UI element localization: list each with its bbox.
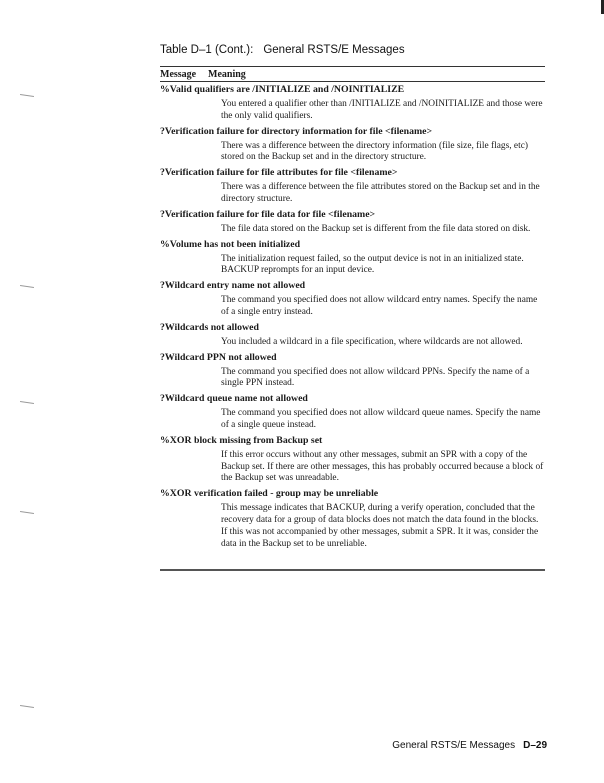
table-row [160,126,550,165]
table-row [160,167,550,206]
table-row [160,435,550,485]
message-text: ?Verification failure for directory information for file <filename> [160,125,433,137]
table-body [160,84,550,553]
margin-mark [20,94,34,97]
table-top-rule [160,66,545,67]
meaning-text: The command you specified does not allow wildcard entry names. Specify the name of a single entry instead. [221,295,538,317]
message-text: %Valid qualifiers are /INITIALIZE and /NOINITIALIZE [160,84,405,95]
table-row [160,488,550,550]
table-header-rule [160,81,545,82]
table-caption [160,44,405,56]
message-text: %XOR verification failed - group may be unreliable [160,488,379,500]
message-text: ?Wildcard queue name not allowed [160,393,308,405]
message-text: ?Wildcard entry name not allowed [160,280,306,292]
meaning-text: There was a difference between the directory information (file size, file flags, etc) stored on the Backup set and in the directory structure. [221,140,528,163]
meaning-text: If this error occurs without any other messages, submit an SPR with a copy of the Backup set. If there are other messages, this has probably occurred because a block of the Backup set was unreadable. [221,449,544,484]
message-text: ?Verification failure for file attributes for file <filename> [160,167,398,179]
table-bottom-rule [160,569,545,571]
margin-mark [20,285,34,288]
table-row [160,322,550,349]
message-text: ?Verification failure for file data for file <filename> [160,208,376,220]
message-text: %Volume has not been initialized [160,238,301,250]
meaning-text: You included a wildcard in a file specification, where wildcards are not allowed. [221,336,523,347]
table-row [160,393,550,432]
page-footer [392,740,547,751]
meaning-text: The command you specified does not allow wildcard PPNs. Specify the name of a single PPN instead. [221,366,530,389]
meaning-text: The file data stored on the Backup set is different from the file data stored on disk. [221,223,531,234]
table-row [160,239,550,278]
meaning-text: There was a difference between the file attributes stored on the Backup set and in the directory structure. [221,182,540,204]
table-row [160,280,550,319]
margin-mark [20,401,34,404]
table-row [160,352,550,391]
column-header-meaning: Meaning [208,69,246,80]
meaning-text: This message indicates that BACKUP, during a verify operation, concluded that the recovery data for a group of data blocks does not match the data found in the blocks. If this was not accompanied by other messages, submit a SPR. It it was, consider the data in the Backup set to be unreliable. [221,503,539,549]
page-number: D–29 [523,740,547,751]
margin-mark [20,705,34,708]
message-text: %XOR block missing from Backup set [160,434,323,446]
margin-mark [20,511,34,514]
meaning-text: You entered a qualifier other than /INITIALIZE and /NOINITIALIZE and those were the only valid qualifiers. [221,99,543,121]
message-text: ?Wildcards not allowed [160,321,259,333]
meaning-text: The command you specified does not allow wildcard queue names. Specify the name of a single queue instead. [221,408,541,430]
table-caption-title: General RSTS/E Messages [263,44,405,56]
meaning-text: The initialization request failed, so the output device is not in an initialized state. BACKUP reprompts for an input device. [221,253,524,276]
table-row [160,84,550,123]
column-header-message: Message [160,69,197,80]
message-text: ?Wildcard PPN not allowed [160,351,277,363]
table-row [160,209,550,236]
table-caption-number: Table D–1 (Cont.): [160,44,254,56]
footer-section-title: General RSTS/E Messages [392,740,516,751]
